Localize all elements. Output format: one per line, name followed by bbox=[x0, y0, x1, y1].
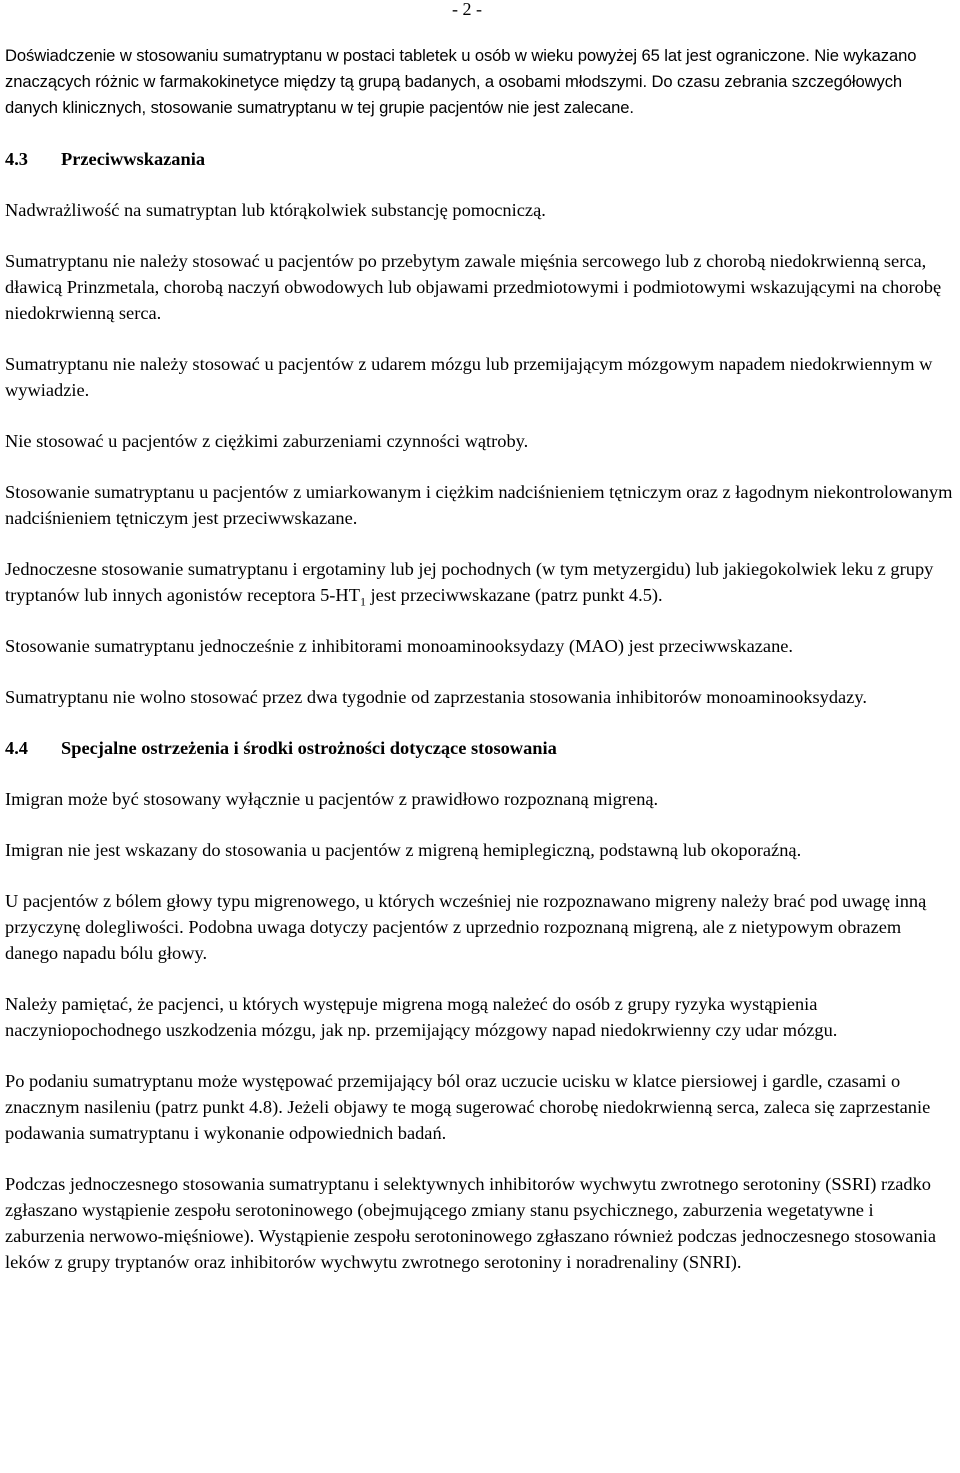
intro-paragraph: Doświadczenie w stosowaniu sumatryptanu w postaci tabletek u osób w wieku powyżej 65 lat jest ograniczone. Nie wykazano znaczących różnic w farmakokinetyce między tą grupą badanych, a osobami młodszymi. Do czasu zebrania szczegółowych danych klinicznych, stosowanie sumatryptanu w tej grupie pacjentów nie jest zalecane. bbox=[5, 46, 917, 117]
contraindication-paragraph: Stosowanie sumatryptanu u pacjentów z umiarkowanym i ciężkim nadciśnieniem tętniczym oraz z łagodnym niekontrolowanym nadciśnieniem tętniczym jest przeciwwskazane. bbox=[5, 482, 953, 528]
warning-paragraph: Należy pamiętać, że pacjenci, u których występuje migrena mogą należeć do osób z grupy ryzyka wystąpienia naczyniopochodnego uszkodzenia mózgu, jak np. przemijający mózgowy napad niedokrwienny czy udar mózgu. bbox=[5, 994, 838, 1040]
contraindication-paragraph: Nie stosować u pacjentów z ciężkimi zaburzeniami czynności wątroby. bbox=[5, 431, 529, 451]
ergotamine-paragraph bbox=[5, 556, 957, 608]
contraindication-paragraph: Stosowanie sumatryptanu jednocześnie z inhibitorami monoaminooksydazy (MAO) jest przeciwwskazane. bbox=[5, 636, 794, 656]
contraindication-paragraph: Sumatryptanu nie należy stosować u pacjentów po przebytym zawale mięśnia sercowego lub z chorobą niedokrwienną serca, dławicą Prinzmetala, chorobą naczyń obwodowych lub objawami przedmiotowymi i podmiotowymi wskazującymi na chorobę niedokrwienną serca. bbox=[5, 251, 942, 323]
section-title: Specjalne ostrzeżenia i środki ostrożności dotyczące stosowania bbox=[61, 738, 557, 758]
receptor-subscript: 1 bbox=[359, 594, 366, 609]
page-number: - 2 - bbox=[452, 0, 482, 19]
section-number: 4.4 bbox=[5, 738, 28, 758]
section-title: Przeciwwskazania bbox=[61, 149, 206, 169]
warning-paragraph: Imigran nie jest wskazany do stosowania u pacjentów z migreną hemiplegiczną, podstawną lub okoporaźną. bbox=[5, 840, 802, 860]
section-heading-4-4 bbox=[5, 735, 957, 761]
section-number: 4.3 bbox=[5, 149, 28, 169]
contraindication-paragraph: Sumatryptanu nie wolno stosować przez dwa tygodnie od zaprzestania stosowania inhibitorów monoaminooksydazy. bbox=[5, 687, 867, 707]
warning-paragraph: Podczas jednoczesnego stosowania sumatryptanu i selektywnych inhibitorów wychwytu zwrotnego serotoniny (SSRI) rzadko zgłaszano wystąpienie zespołu serotoninowego (obejmującego zmiany stanu psychicznego, zaburzenia wegetatywne i zaburzenia nerwowo-mięśniowe). Wystąpienie zespołu serotoninowego zgłaszano również podczas jednoczesnego stosowania leków z grupy tryptanów oraz inhibitorów wychwytu zwrotnego serotoniny i noradrenaliny (SNRI). bbox=[5, 1174, 937, 1272]
warning-paragraph: Po podaniu sumatryptanu może występować przemijający ból oraz uczucie ucisku w klatce piersiowej i gardle, czasami o znacznym nasileniu (patrz punkt 4.8). Jeżeli objawy te mogą sugerować chorobę niedokrwienną serca, zaleca się zaprzestanie podawania sumatryptanu i wykonanie odpowiednich badań. bbox=[5, 1071, 931, 1143]
document-body bbox=[5, 43, 957, 1300]
warning-paragraph: Imigran może być stosowany wyłącznie u pacjentów z prawidłowo rozpoznaną migreną. bbox=[5, 789, 659, 809]
section-heading-4-3 bbox=[5, 146, 957, 172]
contraindication-paragraph: Nadwrażliwość na sumatryptan lub którąkolwiek substancję pomocniczą. bbox=[5, 200, 546, 220]
warning-paragraph: U pacjentów z bólem głowy typu migrenowego, u których wcześniej nie rozpoznawano migreny należy brać pod uwagę inną przyczynę dolegliwości. Podobna uwaga dotyczy pacjentów z uprzednio rozpoznaną migreną, ale z nietypowym obrazem danego napadu bólu głowy. bbox=[5, 891, 927, 963]
ergotamine-text-before: Jednoczesne stosowanie sumatryptanu i ergotaminy lub jej pochodnych (w tym metyzergidu) lub jakiegokolwiek leku z grupy tryptanów lub innych agonistów receptora 5-HT bbox=[5, 559, 934, 605]
ergotamine-text-after: jest przeciwwskazane (patrz punkt 4.5). bbox=[365, 585, 663, 605]
contraindication-paragraph: Sumatryptanu nie należy stosować u pacjentów z udarem mózgu lub przemijającym mózgowym napadem niedokrwiennym w wywiadzie. bbox=[5, 354, 933, 400]
